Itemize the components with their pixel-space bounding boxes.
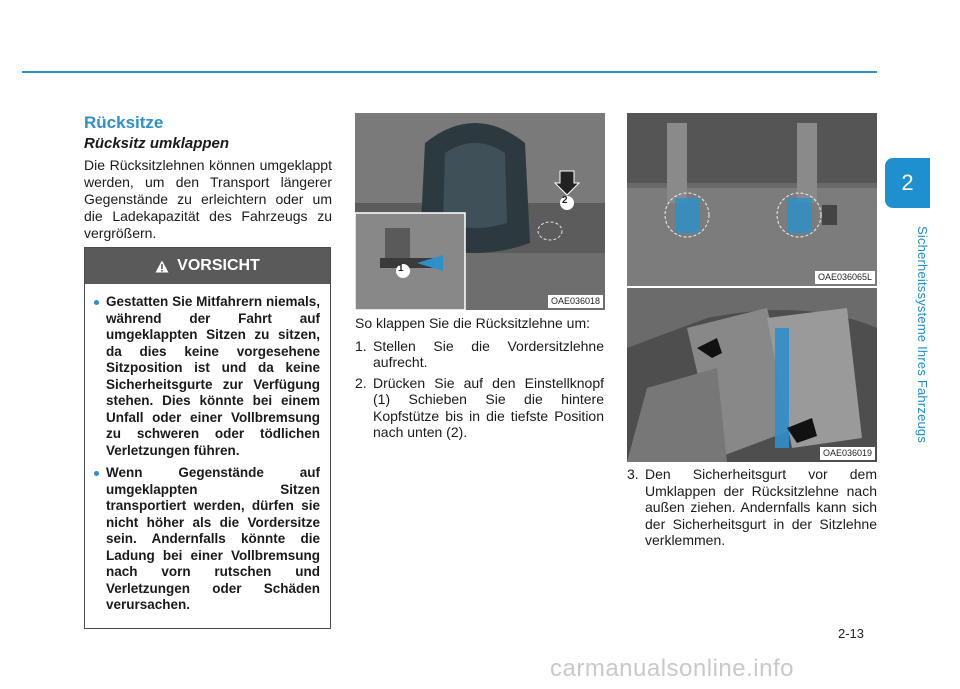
caution-item: Gestatten Sie Mitfahrern niemals, während der Fahrt auf umgeklappten Sitzen zu sitzen, da dies keine vorgesehene Sitzposition ist und da keine Sicherheitsgurte zur Verfügung stehen. Dies könnte bei einem Unfall oder einer Vollbremsung zu schweren oder tödlichen Verletzungen führen. (99, 294, 320, 459)
section-title: Rücksitze (84, 113, 164, 132)
rear-seats-illustration (627, 288, 877, 462)
caution-title: VORSICHT (177, 257, 260, 274)
marker-1: 1 (398, 263, 404, 274)
procedure-column (355, 315, 604, 445)
image-code: OAE036018 (548, 295, 603, 308)
step-number: 2. (355, 374, 367, 391)
page-number: 2-13 (838, 626, 865, 641)
caution-list (85, 284, 330, 614)
step-item (627, 466, 877, 549)
warning-triangle-icon (155, 260, 169, 273)
image-code: OAE036019 (820, 447, 875, 460)
intro-paragraph: Die Rücksitzlehnen können umgeklappt werden, um den Transport längerer Gegenstände zu erleichtern oder um die Ladekapazität des Fahrzeugs zu vergrößern. (84, 157, 332, 241)
belt-guides-illustration (627, 113, 877, 286)
procedure-intro: So klappen Sie die Rücksitzlehne um: (355, 315, 591, 331)
step-text: Den Sicherheitsgurt vor dem Umklappen der Rücksitzlehne nach außen ziehen. Andernfalls kann sich der Sicherheitsgurt in der Sitzlehne verklemmen. (645, 466, 877, 548)
step-item (355, 338, 604, 371)
chapter-tab[interactable] (885, 158, 930, 208)
step-number: 3. (627, 466, 639, 482)
rear-seats-image (627, 288, 877, 462)
caution-item: Wenn Gegenstände auf umgeklappten Sitzen transportiert werden, dürfen sie nicht höher als die Vordersitze sein. Andernfalls könnte die Ladung bei einer Vollbremsung nach vorn rutschen und Verletzungen oder Schäden verursachen. (99, 465, 320, 614)
section-subtitle: Rücksitz umklappen (84, 135, 230, 152)
headrest-illustration (355, 113, 605, 310)
step-item (355, 375, 604, 441)
watermark: carmanualsonline.info (550, 655, 794, 682)
step-text: Drücken Sie auf den Einstellknopf (1) Schieben Sie die hintere Kopfstütze bis in die tiefste Position nach unten (2). (373, 374, 604, 440)
caution-header (85, 248, 330, 284)
image-code: OAE036065L (815, 271, 875, 284)
marker-2: 2 (562, 195, 568, 206)
procedure-steps (627, 466, 877, 549)
procedure-column-continued (627, 466, 877, 553)
chapter-title: Sicherheitssysteme Ihres Fahrzeugs (915, 226, 930, 444)
chapter-number: 2 (901, 170, 914, 195)
step-number: 1. (355, 337, 367, 354)
headrest-image (355, 113, 605, 310)
caution-box (84, 247, 331, 629)
header-rule (22, 71, 877, 73)
procedure-steps (355, 338, 604, 441)
step-text: Stellen Sie die Vordersitzlehne aufrecht. (373, 337, 604, 370)
belt-guides-image (627, 113, 877, 286)
